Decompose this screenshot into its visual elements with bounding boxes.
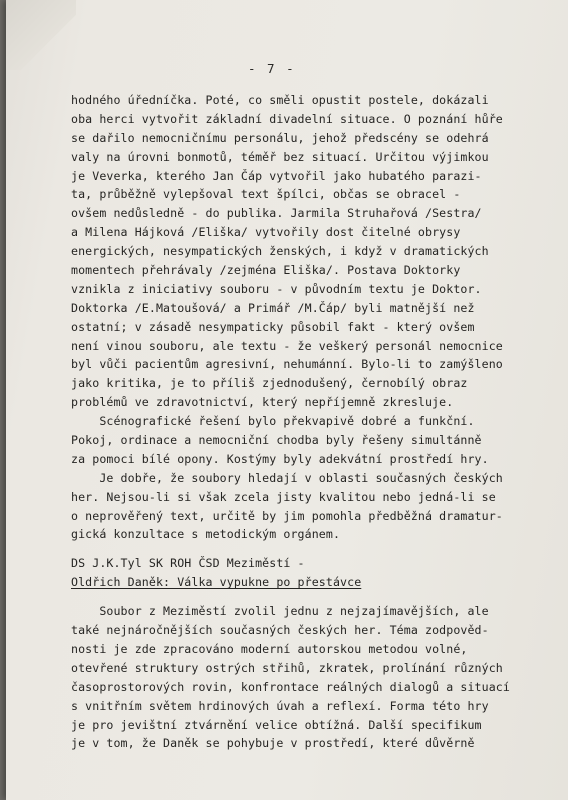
text-line: gická konzultace s metodickým orgánem. (71, 527, 341, 542)
paragraph-4 (71, 602, 541, 753)
text-line: energických, nesympatických ženských, i když v dramatických (71, 244, 489, 259)
text-line: ostatní; v zásadě nesympaticky působil fakt - který ovšem (71, 319, 475, 334)
text-line: byl vůči pacientům agresivní, nehumánní. Bylo-li to zamýšleno (71, 357, 503, 372)
text-line: valy na úrovni bonmotů, téměř bez situací. Určitou výjimkou (71, 149, 489, 164)
text-line: jako kritika, je to příliš zjednodušený, černobílý obraz (71, 376, 468, 391)
text-line: za pomoci bílé opony. Kostýmy byly adekvátní prostředí hry. (71, 451, 489, 466)
paper-sheet (6, 0, 568, 800)
text-line: nosti je zde zpracováno moderní autorskou metodou volné, (71, 641, 468, 656)
section-gap (71, 544, 541, 554)
typed-text (71, 91, 541, 753)
text-line: také nejnáročnějších současných českých her. Téma zodpověd- (71, 623, 489, 638)
section-heading: DS J.K.Tyl SK ROH ČSD Meziměstí - (71, 556, 305, 571)
text-line: není vinou souboru, ale textu - že veškerý personál nemocnice (71, 338, 503, 353)
text-line: je pro jevištní ztvárnění velice obtížná. Další specifikum (71, 717, 482, 732)
section-gap (71, 592, 541, 602)
text-line: problémů ve zdravotnictví, který nepříjemně zkresluje. (71, 395, 454, 410)
text-line: je v tom, že Daněk se pohybuje v prostředí, které důvěrně (71, 736, 475, 751)
text-line: je Veverka, kterého Jan Čáp vytvořil jako hubatého parazi- (71, 168, 482, 183)
text-line: hodného úředníčka. Poté, co směli opustit postele, dokázali (71, 93, 489, 107)
paragraph-3 (71, 469, 541, 545)
paragraph-2 (71, 412, 541, 469)
text-line: vznikla z iniciativy souboru - v původním textu je Doktor. (71, 281, 482, 296)
text-line: Soubor z Meziměstí zvolil jednu z nejzajímavějších, ale (71, 604, 489, 619)
text-line: Scénografické řešení bylo překvapivě dobré a funkční. (71, 414, 475, 429)
text-line: ovšem nedůsledně - do publika. Jarmila Struhařová /Sestra/ (71, 206, 482, 221)
text-line: ta, průběžně vylepšoval text špílci, občas se obracel - (71, 187, 461, 202)
text-line: a Milena Hájková /Eliška/ vytvořily dost čitelné obrysy (71, 225, 461, 240)
paragraph-1 (71, 91, 541, 412)
text-line: o neprověřený text, určitě by jim pomohla předběžná dramatur- (71, 508, 503, 523)
text-line: se dařilo nemocničnímu personálu, jehož předscény se odehrá (71, 130, 489, 145)
page-number: - 7 - (248, 61, 296, 76)
text-line: Pokoj, ordinace a nemocniční chodba byly řešeny simultánně (71, 433, 482, 448)
text-line: časoprostorových rovin, konfrontace reálných dialogů a situací (71, 679, 510, 694)
text-line: s vnitřním světem hrdinových úvah a reflexí. Forma této hry (71, 698, 489, 713)
folded-corner (6, 0, 76, 70)
text-line: momentech přehrávaly /zejména Eliška/. Postava Doktorky (71, 263, 461, 278)
text-line: otevřené struktury ostrých střihů, zkratek, prolínání různých (71, 660, 503, 675)
text-line: Doktorka /E.Matoušová/ a Primář /M.Čáp/ byli matnější než (71, 300, 475, 315)
section-subheading: Oldřich Daněk: Válka vypukne po přestávce (71, 575, 362, 590)
text-line: Je dobře, že soubory hledají v oblasti současných českých (71, 470, 503, 485)
text-line: oba herci vytvořit základní divadelní situace. O poznání hůře (71, 111, 503, 126)
text-line: her. Nejsou-li si však zcela jisty kvalitou nebo jedná-li se (71, 489, 496, 504)
